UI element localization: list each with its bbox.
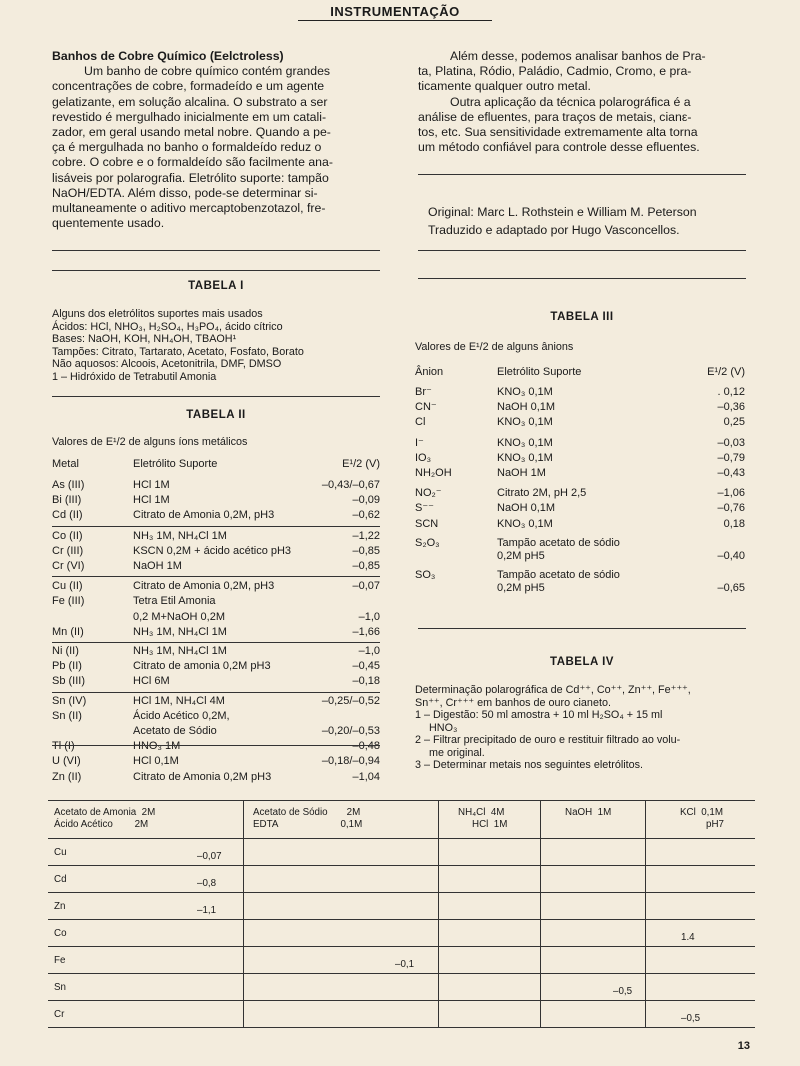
table-row xyxy=(52,725,380,739)
text-line: 1 – Digestão: 50 ml amostra + 10 ml H₂SO₄ + 15 ml xyxy=(415,709,663,721)
anion-cell: S⁻⁻ xyxy=(415,502,434,515)
metal-cell: Bi (III) xyxy=(52,494,82,507)
electrolyte-cell: HCl 1M xyxy=(133,494,170,507)
divider xyxy=(418,278,746,279)
value-cell: –0,07 xyxy=(197,850,222,862)
text-line: multaneamente o aditivo mercaptobenzotazol, fre- xyxy=(52,201,326,216)
table-row xyxy=(52,645,380,659)
text-line: Tampões: Citrato, Tartarato, Acetato, Fosfato, Borato xyxy=(52,345,304,358)
table-row xyxy=(52,771,380,785)
metal-cell: Zn (II) xyxy=(52,770,82,783)
electrolyte-cell: NaOH 0,1M xyxy=(497,401,556,414)
text-line: 2 – Filtrar precipitado de ouro e restituir filtrado ao volu- xyxy=(415,734,681,746)
table-rule xyxy=(48,1027,755,1028)
credit-translation: Traduzido e adaptado por Hugo Vasconcellos. xyxy=(428,223,680,237)
page-number: 13 xyxy=(737,1040,750,1052)
table-rule xyxy=(48,946,755,947)
text-line: HNO₃ xyxy=(429,721,458,734)
section-title: Banhos de Cobre Químico (Eelctroless) xyxy=(52,49,284,63)
e12-cell: –0,18 xyxy=(352,675,380,688)
text-line: 1 – Hidróxido de Tetrabutil Amonia xyxy=(52,370,217,383)
e12-cell: –0,07 xyxy=(352,580,380,593)
electrolyte-cell: NaOH 0,1M xyxy=(497,502,556,515)
e12-cell: –0,36 xyxy=(717,401,745,414)
e12-cell: –0,85 xyxy=(352,544,380,557)
table-rule xyxy=(48,865,755,866)
text-line: Determinação polarográfica de Cd⁺⁺, Co⁺⁺, Zn⁺⁺, Fe⁺⁺⁺, xyxy=(415,684,691,696)
header-electrolyte: Eletrólito Suporte xyxy=(497,366,582,378)
e12-cell: –0,40 xyxy=(717,549,745,562)
text-line: um método confiável para controle desse efluentes. xyxy=(418,140,700,155)
electrolyte-cell: HCl 6M xyxy=(133,675,170,688)
electrolyte-cell: Citrato 2M, pH 2,5 xyxy=(497,487,587,500)
value-cell: –1,1 xyxy=(197,904,217,916)
row-divider xyxy=(52,692,380,693)
table-row xyxy=(52,580,380,594)
anion-cell: IO₃ xyxy=(415,451,432,464)
header-anion: Ânion xyxy=(415,366,444,378)
anion-cell: S₂O₃ xyxy=(415,536,440,549)
text-line: Não aquosos: Alcoois, Acetonitrila, DMF, DMSO xyxy=(52,358,282,370)
text-line: lisáveis por polarografia. Eletrólito suporte: tampão xyxy=(52,170,329,185)
header-e12: E¹/2 (V) xyxy=(707,366,745,378)
metal-cell: Cr (VI) xyxy=(52,560,85,572)
electrolyte-cell: NaOH 1M xyxy=(497,467,546,479)
table-row xyxy=(415,452,745,466)
metal-cell: U (VI) xyxy=(52,755,81,768)
table-row xyxy=(52,740,380,754)
table-row xyxy=(52,494,380,508)
value-cell: –0,5 xyxy=(681,1012,701,1024)
e12-cell: –1,66 xyxy=(352,625,380,638)
text-line: ta, Platina, Ródio, Paládio, Cadmio, Cromo, e pra- xyxy=(418,64,692,79)
header-e12: E¹/2 (V) xyxy=(342,458,380,470)
e12-cell: –0,09 xyxy=(352,494,380,507)
table-rule xyxy=(48,838,755,839)
electrolyte-cell: NaOH 1M xyxy=(133,560,182,572)
metal-cell: Fe (III) xyxy=(52,595,85,608)
table-row xyxy=(52,710,380,724)
electrolyte-cell: KNO₃ 0,1M xyxy=(497,416,553,429)
text-line: gelatizante, em solução alcalina. O substrato a ser xyxy=(52,94,328,109)
divider xyxy=(52,270,380,271)
text-line: análise de efluentes, para traços de metais, cianε- xyxy=(418,109,692,124)
tabela1-body xyxy=(52,308,382,383)
metal-cell: Sn (IV) xyxy=(52,694,87,707)
e12-cell: –0,76 xyxy=(717,502,745,515)
anion-cell: SCN xyxy=(415,517,439,530)
anion-cell: Cl xyxy=(415,416,426,429)
metal-cell: Sb (III) xyxy=(52,675,86,688)
electrolyte-cell: HCl 1M xyxy=(133,479,170,491)
divider xyxy=(418,174,746,175)
text-line: Outra aplicação da técnica polarográfica é a xyxy=(450,94,691,109)
header-line: NaOH 1M xyxy=(565,807,612,818)
divider xyxy=(418,628,746,629)
row-divider xyxy=(52,745,380,746)
electrolyte-cell: Ácido Acético 0,2M, xyxy=(133,709,230,722)
header-line: Ácido Acético 2M xyxy=(54,819,149,830)
table-row xyxy=(415,569,745,583)
electrolyte-cell: Citrato de Amonia 0,2M pH3 xyxy=(133,770,272,783)
tabela1-title: TABELA I xyxy=(188,280,244,292)
e12-cell: –0,43 xyxy=(717,467,745,479)
table-row xyxy=(52,509,380,523)
metal-cell: Cr (III) xyxy=(52,544,84,557)
header-line: pH7 xyxy=(706,819,724,830)
metal-cell: Ni (II) xyxy=(52,645,79,657)
electrolyte-cell: Tampão acetato de sódio xyxy=(497,569,620,581)
row-divider xyxy=(52,526,380,527)
electrolyte-cell: KNO₃ 0,1M xyxy=(497,436,553,449)
right-paragraph xyxy=(418,49,748,155)
text-line: Além desse, podemos analisar banhos de Pra- xyxy=(450,49,706,63)
electrolyte-cell: NH₃ 1M, NH₄Cl 1M xyxy=(133,625,227,638)
text-line: tos, etc. Sua sensitividade extremamente alta torna xyxy=(418,125,698,140)
metal-cell: Tl (I) xyxy=(52,740,75,753)
e12-cell: –0,85 xyxy=(352,560,380,572)
tabela4-body xyxy=(415,684,751,772)
anion-cell: NO₂⁻ xyxy=(415,487,442,500)
text-line: revestido é mergulhado inicialmente em um catali- xyxy=(52,109,327,124)
table-row xyxy=(415,401,745,415)
table-row xyxy=(415,487,745,501)
header-line: KCl 0,1M xyxy=(680,807,724,818)
header-line: HCl 1M xyxy=(472,819,508,830)
table-row xyxy=(415,537,745,551)
table-row xyxy=(52,755,380,769)
table-row xyxy=(415,437,745,451)
tabela2-subtitle: Valores de E¹/2 de alguns íons metálicos xyxy=(52,436,248,448)
value-cell: 1.4 xyxy=(681,931,695,943)
metal-cell: Co (II) xyxy=(52,529,83,542)
section-header: INSTRUMENTAÇÃO xyxy=(298,4,492,21)
text-line: quentemente usado. xyxy=(52,216,165,231)
divider xyxy=(52,396,380,397)
table-row xyxy=(52,660,380,674)
electrolyte-cell: HCl 0,1M xyxy=(133,755,179,768)
table-row xyxy=(415,518,745,532)
metal-label: Co xyxy=(54,927,67,939)
e12-cell: . 0,12 xyxy=(717,386,745,398)
header-line: NH₄Cl 4M xyxy=(458,807,505,818)
electrolyte-cell: HNO₃ 1M xyxy=(133,740,181,753)
electrolyte-cell: Acetato de Sódio xyxy=(133,725,217,737)
table-row xyxy=(415,582,745,596)
electrolyte-cell: 0,2M pH5 xyxy=(497,549,545,562)
electrolyte-cell: KNO₃ 0,1M xyxy=(497,517,553,530)
table-row xyxy=(415,550,745,564)
divider xyxy=(418,250,746,251)
table-header-cell xyxy=(253,807,403,833)
value-cell: –0,1 xyxy=(395,958,415,970)
text-line: me original. xyxy=(429,746,485,759)
table-row xyxy=(415,416,745,430)
row-divider xyxy=(52,576,380,577)
table-header-row xyxy=(415,366,745,380)
table-column-rule xyxy=(243,800,244,1027)
text-line: 3 – Determinar metais nos seguintes eletrólitos. xyxy=(415,759,644,771)
value-cell: –0,8 xyxy=(197,877,217,889)
left-paragraph xyxy=(52,64,382,231)
electrolyte-cell: Citrato de Amonia 0,2M, pH3 xyxy=(133,509,275,522)
table-row xyxy=(52,479,380,493)
table-header-row xyxy=(52,458,380,472)
e12-cell: –1,0 xyxy=(358,610,380,623)
header-electrolyte: Eletrólito Suporte xyxy=(133,458,218,470)
electrolyte-cell: KNO₃ 0,1M xyxy=(497,386,553,398)
e12-cell: –0,20/–0,53 xyxy=(321,725,380,737)
tabela2-title: TABELA II xyxy=(186,409,246,421)
text-line: zador, em geral usando metal nobre. Quando a pe- xyxy=(52,125,331,140)
e12-cell: –0,18/–0,94 xyxy=(321,755,380,768)
electrolyte-cell: NH₃ 1M, NH₄Cl 1M xyxy=(133,529,227,542)
e12-cell: –1,06 xyxy=(717,487,745,500)
e12-cell: –0,79 xyxy=(717,451,745,464)
table-row xyxy=(52,611,380,625)
table-row xyxy=(52,626,380,640)
table-row xyxy=(415,502,745,516)
electrolyte-cell: Citrato de Amonia 0,2M, pH3 xyxy=(133,580,275,593)
row-divider xyxy=(52,642,380,643)
anion-cell: NH₂OH xyxy=(415,467,452,479)
value-cell: –0,5 xyxy=(613,985,633,997)
header-line: Acetato de Amonia 2M xyxy=(54,807,156,818)
text-line: Alguns dos eletrólitos suportes mais usados xyxy=(52,308,263,320)
metal-label: Cd xyxy=(54,873,67,885)
table-row xyxy=(52,530,380,544)
electrolyte-cell: NH₃ 1M, NH₄Cl 1M xyxy=(133,645,227,657)
metal-cell: Sn (II) xyxy=(52,709,82,722)
metal-label: Fe xyxy=(54,954,66,966)
e12-cell: –0,48 xyxy=(352,740,380,753)
e12-cell: 0,18 xyxy=(723,517,745,530)
tabela3-title: TABELA III xyxy=(550,311,614,323)
text-line: ça é mergulhada no banho o formaldeído reduz o xyxy=(52,140,322,155)
table-row xyxy=(52,695,380,709)
table-row xyxy=(52,675,380,689)
table-row xyxy=(52,545,380,559)
metal-cell: As (III) xyxy=(52,479,85,491)
e12-cell: –0,65 xyxy=(717,582,745,594)
e12-cell: –1,04 xyxy=(352,770,380,783)
e12-cell: –0,45 xyxy=(352,660,380,673)
anion-cell: SO₃ xyxy=(415,569,436,581)
electrolyte-cell: HCl 1M, NH₄Cl 4M xyxy=(133,694,225,707)
left-column xyxy=(52,49,382,231)
tabela4-title: TABELA IV xyxy=(550,656,614,668)
e12-cell: –0,62 xyxy=(352,509,380,522)
table-rule xyxy=(48,800,755,801)
electrolyte-cell: Tampão acetato de sódio xyxy=(497,536,620,549)
text-line: Ácidos: HCl, NHO₃, H₂SO₄, H₃PO₄, ácido cítrico xyxy=(52,320,283,333)
table-column-rule xyxy=(438,800,439,1027)
metal-cell: Mn (II) xyxy=(52,625,84,638)
table-rule xyxy=(48,919,755,920)
electrolyte-cell: KSCN 0,2M + ácido acético pH3 xyxy=(133,544,292,557)
e12-cell: –0,43/–0,67 xyxy=(321,479,380,491)
anion-cell: CN⁻ xyxy=(415,401,437,414)
e12-cell: 0,25 xyxy=(723,416,745,429)
table-rule xyxy=(48,892,755,893)
e12-cell: –0,03 xyxy=(717,436,745,449)
text-line: NaOH/EDTA. Além disso, pode-se determinar si- xyxy=(52,185,318,200)
electrolyte-cell: 0,2M pH5 xyxy=(497,582,545,594)
anion-cell: I⁻ xyxy=(415,436,424,449)
electrolyte-cell: Tetra Etil Amonia xyxy=(133,595,216,608)
header-line: EDTA 0,1M xyxy=(253,819,363,830)
text-line: Bases: NaOH, KOH, NH₄OH, TBAOH¹ xyxy=(52,333,237,345)
table-row xyxy=(52,595,380,609)
electrolyte-cell: 0,2 M+NaOH 0,2M xyxy=(133,610,226,623)
table-row xyxy=(52,560,380,574)
right-column xyxy=(418,49,748,155)
text-line: Sn⁺⁺, Cr⁺⁺⁺ em banhos de ouro cianeto. xyxy=(415,696,611,709)
metal-cell: Pb (II) xyxy=(52,660,82,673)
divider xyxy=(52,250,380,251)
metal-label: Sn xyxy=(54,981,66,993)
table-row xyxy=(415,386,745,400)
tabela3-subtitle: Valores de E¹/2 de alguns ânions xyxy=(415,341,574,353)
credit-original: Original: Marc L. Rothstein e William M. Peterson xyxy=(428,205,697,219)
text-line: cobre. O cobre e o formaldeído são facilmente ana- xyxy=(52,155,333,170)
e12-cell: –1,22 xyxy=(352,529,380,542)
metal-cell: Cu (II) xyxy=(52,580,83,593)
header-metal: Metal xyxy=(52,458,79,470)
table-column-rule xyxy=(645,800,646,1027)
anion-cell: Br⁻ xyxy=(415,386,432,398)
text-line: Um banho de cobre químico contém grandes xyxy=(84,64,331,79)
text-line: concentrações de cobre, formadeído e um agente xyxy=(52,79,325,94)
metal-label: Zn xyxy=(54,900,66,912)
header-line: Acetato de Sódio 2M xyxy=(253,807,361,818)
table-rule xyxy=(48,1000,755,1001)
text-line: ticamente qualquer outro metal. xyxy=(418,79,591,94)
metal-cell: Cd (II) xyxy=(52,509,83,522)
e12-cell: –1,0 xyxy=(358,645,380,657)
table-header-cell xyxy=(54,807,204,833)
table-rule xyxy=(48,973,755,974)
metal-label: Cu xyxy=(54,846,67,858)
table-header-cell xyxy=(680,807,800,833)
electrolyte-cell: Citrato de amonia 0,2M pH3 xyxy=(133,660,271,673)
e12-cell: –0,25/–0,52 xyxy=(321,694,380,707)
metal-label: Cr xyxy=(54,1008,65,1020)
table-row xyxy=(415,467,745,481)
table-column-rule xyxy=(540,800,541,1027)
electrolyte-cell: KNO₃ 0,1M xyxy=(497,451,553,464)
